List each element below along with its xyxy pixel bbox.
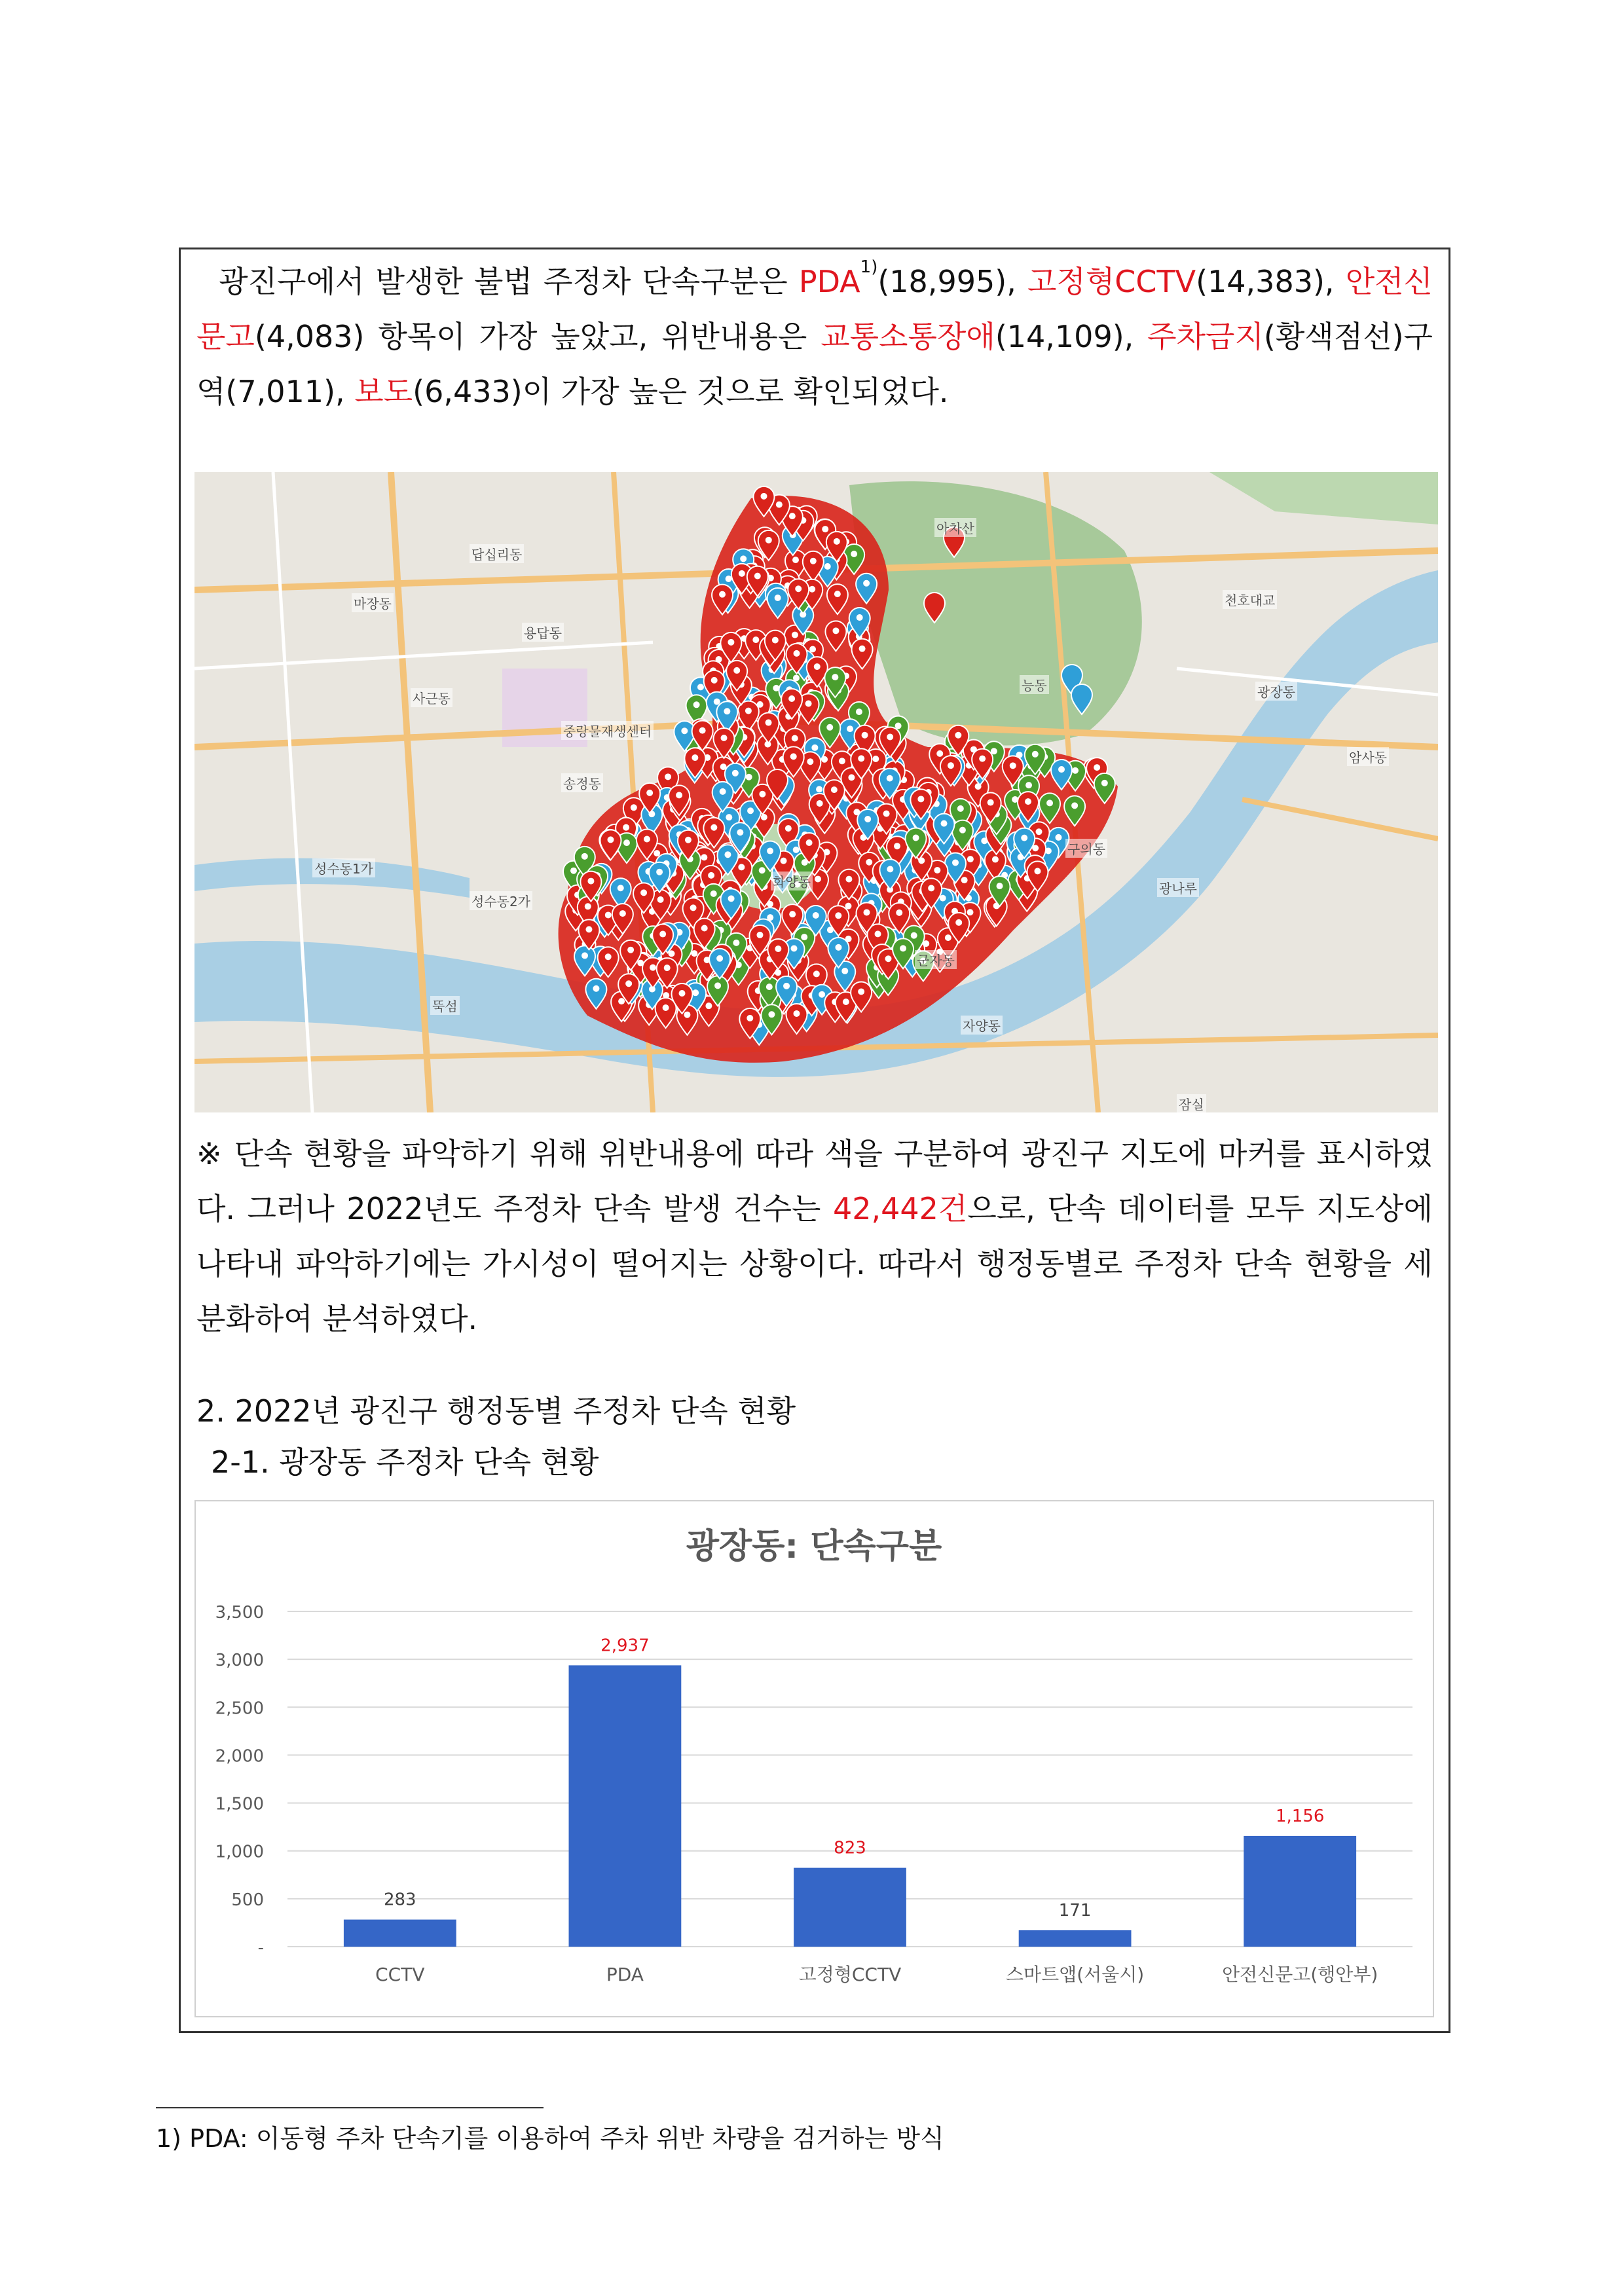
map-marker-dot xyxy=(739,570,745,577)
map-marker-dot xyxy=(625,980,632,987)
y-tick-label: 2,000 xyxy=(215,1746,264,1767)
map-marker-dot xyxy=(618,998,625,1004)
x-category-label: CCTV xyxy=(375,1964,425,1985)
chart-title: 광장동: 단속구분 xyxy=(686,1527,942,1566)
map-place-label: 사근동 xyxy=(411,688,452,707)
map-marker-dot xyxy=(883,811,890,817)
footnote: 1) PDA: 이동형 주차 단속기를 이용하여 주차 위반 차량을 검거하는 방식 xyxy=(156,2124,944,2153)
map-marker-dot xyxy=(623,824,629,831)
map-marker-dot xyxy=(848,774,855,780)
map-marker-dot xyxy=(967,856,974,862)
map-marker-dot xyxy=(936,750,943,757)
map-marker-dot xyxy=(761,814,767,820)
map-marker-dot xyxy=(817,800,823,807)
map-marker-dot xyxy=(685,837,692,843)
y-tick-label: - xyxy=(257,1938,264,1958)
bar-value-label: 171 xyxy=(1058,1900,1092,1920)
map-marker-dot xyxy=(917,796,924,802)
map-place-label: 화양동 xyxy=(771,872,813,890)
map-marker-dot xyxy=(959,827,966,834)
map-place-label: 송정동 xyxy=(561,773,603,792)
map-marker-dot xyxy=(720,788,726,795)
map-place-label: 잠실 xyxy=(1177,1094,1206,1112)
map-marker-dot xyxy=(759,867,766,873)
map-marker-dot xyxy=(961,877,968,883)
map-marker-dot xyxy=(767,848,773,854)
map-marker-dot xyxy=(692,754,698,761)
map-place-label: 아차산 xyxy=(934,518,976,537)
map-marker-dot xyxy=(1025,782,1032,788)
map-marker-dot xyxy=(811,744,818,751)
map-marker-dot xyxy=(570,868,577,874)
map-marker-dot xyxy=(587,878,594,885)
map-marker-dot xyxy=(644,836,650,843)
map-place-label: 답십리동 xyxy=(470,544,524,563)
map-marker-dot xyxy=(740,555,747,562)
map-marker-dot xyxy=(1025,798,1031,805)
map-marker-dot xyxy=(699,727,706,734)
map-marker-dot xyxy=(911,932,917,939)
map-marker-dot xyxy=(822,526,828,532)
map-marker-dot xyxy=(795,585,802,592)
map-marker-dot xyxy=(714,699,720,705)
map-marker-dot xyxy=(728,639,734,646)
map-place-label: 자양동 xyxy=(961,1016,1003,1035)
map-marker-dot xyxy=(747,1015,753,1021)
map-marker-dot xyxy=(726,576,732,582)
map-marker-dot xyxy=(955,919,962,926)
map-marker-dot xyxy=(1034,868,1041,874)
bar xyxy=(1244,1836,1356,1947)
map-marker-dot xyxy=(663,1004,669,1011)
map-marker-dot xyxy=(862,732,868,739)
map-marker-dot xyxy=(714,982,721,989)
map-marker-dot xyxy=(858,755,864,762)
map-marker-dot xyxy=(766,537,772,543)
map-marker-dot xyxy=(887,733,893,740)
subsection-heading: 2-1. 광장동 주정차 단속 현황 xyxy=(211,1444,599,1480)
map-marker-dot xyxy=(711,677,718,684)
map-marker-dot xyxy=(737,829,743,835)
map-marker-dot xyxy=(1032,751,1039,758)
map-marker-dot xyxy=(885,955,891,962)
map-marker-dot xyxy=(858,988,864,995)
map-marker-dot xyxy=(664,964,671,971)
map-marker-dot xyxy=(832,674,838,680)
map-marker-dot xyxy=(726,814,732,820)
map-marker-dot xyxy=(789,911,796,917)
bar-chart-container xyxy=(194,1500,1434,2017)
map-marker-dot xyxy=(1071,802,1078,809)
enforcement-marker-map xyxy=(194,472,1438,1112)
map-marker-dot xyxy=(640,889,647,896)
y-tick-label: 1,000 xyxy=(215,1842,264,1862)
map-marker-dot xyxy=(928,885,934,891)
map-place-label: 중랑물재생센터 xyxy=(561,721,654,740)
map-marker-dot xyxy=(733,940,739,946)
map-marker-dot xyxy=(894,843,900,849)
y-tick-label: 3,500 xyxy=(215,1603,264,1623)
map-marker-dot xyxy=(721,735,728,741)
map-marker-dot xyxy=(745,708,752,714)
map-marker-dot xyxy=(719,591,726,598)
map-marker-dot xyxy=(866,859,872,866)
map-marker-dot xyxy=(834,538,840,545)
map-place-label: 구의동 xyxy=(1065,839,1107,858)
map-marker-dot xyxy=(788,695,795,702)
map-marker-dot xyxy=(701,925,708,931)
map-marker-dot xyxy=(1021,835,1027,841)
map-marker-dot xyxy=(875,930,881,937)
x-category-label: PDA xyxy=(606,1964,644,1985)
map-marker-dot xyxy=(841,968,848,974)
map-marker-dot xyxy=(781,858,787,864)
map-place-label: 뚝섬 xyxy=(430,996,460,1015)
map-marker-dot xyxy=(1055,834,1061,841)
map-marker-dot xyxy=(790,753,797,760)
map-marker-dot xyxy=(618,885,624,891)
map-place-label: 마장동 xyxy=(352,593,394,612)
map-marker-dot xyxy=(710,890,717,897)
x-category-label: 고정형CCTV xyxy=(798,1964,902,1985)
map-marker-dot xyxy=(987,799,994,806)
map-marker-dot xyxy=(783,983,790,989)
map-marker-dot xyxy=(826,724,833,731)
map-marker-dot xyxy=(733,667,740,674)
map-marker-dot xyxy=(724,851,731,858)
map-marker-dot xyxy=(831,786,838,793)
map-marker-dot xyxy=(952,859,959,866)
y-tick-label: 2,500 xyxy=(215,1698,264,1719)
bar-value-label: 1,156 xyxy=(1275,1806,1325,1826)
map-marker-dot xyxy=(834,591,841,597)
map-marker-dot xyxy=(872,756,879,762)
map-marker-dot xyxy=(997,883,1003,889)
map-marker-dot xyxy=(857,614,863,621)
map-place-label: 암사동 xyxy=(1347,747,1389,766)
map-marker-dot xyxy=(759,791,766,798)
map-marker-dot xyxy=(693,701,700,708)
map-marker-dot xyxy=(581,952,588,959)
map-marker-dot xyxy=(650,964,656,971)
map-marker-dot xyxy=(760,493,767,500)
map-marker-dot xyxy=(792,632,798,638)
map-marker-dot xyxy=(657,896,664,903)
map-marker-dot xyxy=(815,875,821,882)
map-marker-dot xyxy=(835,912,841,919)
footnote-rule xyxy=(156,2107,544,2108)
map-marker-dot xyxy=(793,847,800,853)
map-marker-dot xyxy=(607,836,614,843)
map-marker-dot xyxy=(738,864,745,870)
map-marker-dot xyxy=(1010,762,1016,769)
map-marker-dot xyxy=(581,853,588,860)
map-marker-dot xyxy=(708,872,714,879)
map-marker-dot xyxy=(814,663,821,670)
map-place-label: 군자동 xyxy=(915,950,957,969)
map-marker-dot xyxy=(766,983,773,990)
bar xyxy=(569,1665,682,1947)
map-marker-dot xyxy=(692,989,699,996)
map-marker-dot xyxy=(792,557,799,563)
y-tick-label: 500 xyxy=(231,1890,264,1910)
map-marker-dot xyxy=(585,926,592,932)
map-marker-dot xyxy=(948,762,954,769)
y-tick-label: 1,500 xyxy=(215,1794,264,1814)
map-marker-dot xyxy=(775,946,781,952)
map-marker-dot xyxy=(789,513,796,519)
map-marker-dot xyxy=(807,758,813,765)
map-marker-dot xyxy=(772,637,779,644)
map-marker-dot xyxy=(593,985,599,992)
map-marker-dot xyxy=(1036,828,1043,835)
map-marker-dot xyxy=(681,727,688,734)
map-marker-dot xyxy=(746,774,752,780)
map-marker-dot xyxy=(656,869,663,875)
map-marker-dot xyxy=(793,1010,800,1017)
map-marker-dot xyxy=(659,931,666,938)
map-marker-dot xyxy=(900,945,906,951)
bar xyxy=(1019,1930,1132,1947)
map-marker-dot xyxy=(864,816,871,822)
map-marker-dot xyxy=(623,839,630,846)
map-place-label: 능동 xyxy=(1020,675,1049,694)
map-marker-dot xyxy=(801,934,807,940)
map-marker-dot xyxy=(864,909,870,915)
map-marker-dot xyxy=(839,758,845,764)
bar-value-label: 823 xyxy=(834,1838,866,1858)
map-marker-dot xyxy=(791,945,798,951)
map-marker-dot xyxy=(697,684,704,690)
map-marker-dot xyxy=(1072,767,1079,774)
map-marker-dot xyxy=(913,835,919,841)
map-marker-dot xyxy=(631,804,637,811)
map-place-label: 성수동1가 xyxy=(312,858,375,877)
map-marker-dot xyxy=(967,909,973,915)
map-marker-dot xyxy=(805,700,812,707)
map-marker-dot xyxy=(856,708,862,715)
map-marker-dot xyxy=(941,820,948,827)
map-marker-dot xyxy=(690,904,697,911)
map-marker-dot xyxy=(934,867,940,873)
map-marker-dot xyxy=(957,805,964,812)
map-marker-dot xyxy=(766,720,772,726)
map-marker-dot xyxy=(756,932,763,938)
x-category-label: 스마트앱(서울시) xyxy=(1006,1964,1145,1985)
map-place-label: 천호대교 xyxy=(1223,590,1277,609)
map-marker-dot xyxy=(646,790,653,796)
map-marker-dot xyxy=(1101,780,1108,786)
map-marker-dot xyxy=(627,947,634,953)
map-place-label: 광장동 xyxy=(1255,682,1297,701)
chart-y-ticks xyxy=(215,1603,264,1958)
map-marker-dot xyxy=(887,775,893,782)
map-place-label: 성수동2가 xyxy=(470,891,532,910)
map-marker-dot xyxy=(887,866,893,872)
map-marker-dot xyxy=(816,786,822,792)
map-place-label: 광나루 xyxy=(1157,878,1199,897)
map-marker-dot xyxy=(605,953,612,960)
map-marker-dot xyxy=(813,912,819,919)
map-marker-dot xyxy=(679,990,686,997)
map-marker-dot xyxy=(724,708,730,714)
bar xyxy=(344,1920,456,1947)
map-marker-dot xyxy=(945,934,951,941)
map-marker-dot xyxy=(832,627,839,634)
map-marker-dot xyxy=(859,646,866,652)
map-marker-dot xyxy=(851,551,857,557)
map-marker-dot xyxy=(819,991,825,998)
map-marker-dot xyxy=(619,910,626,917)
map-marker-dot xyxy=(665,773,671,780)
map-marker-dot xyxy=(732,770,739,777)
map-marker-dot xyxy=(605,911,612,918)
map-marker-dot xyxy=(824,563,831,570)
map-marker-dot xyxy=(955,732,961,739)
map-marker-dot xyxy=(863,580,870,587)
map-marker-dot xyxy=(728,895,735,902)
section-heading: 2. 2022년 광진구 행정동별 주정차 단속 현황 xyxy=(196,1393,796,1429)
map-marker-dot xyxy=(792,735,798,742)
bar xyxy=(794,1868,906,1947)
chart-x-labels xyxy=(375,1964,1378,1985)
map-marker-dot xyxy=(843,999,849,1005)
map-marker-dot xyxy=(752,636,759,643)
map-marker-dot xyxy=(847,725,853,732)
bar-chart xyxy=(196,1501,1433,2016)
map-marker-dot xyxy=(585,903,591,909)
map-marker-dot xyxy=(1094,764,1100,771)
map-marker-dot xyxy=(676,792,682,798)
map-marker-dot xyxy=(992,856,999,863)
map-marker-dot xyxy=(754,573,761,579)
bar-value-label: 283 xyxy=(383,1890,416,1910)
map-marker-dot xyxy=(705,1002,712,1009)
map-marker-dot xyxy=(896,909,902,916)
map-marker-dot xyxy=(716,955,723,962)
x-category-label: 안전신문고(행안부) xyxy=(1222,1964,1378,1985)
map-marker-dot xyxy=(979,756,986,762)
map-marker-dot xyxy=(747,807,754,814)
map-marker-dot xyxy=(701,854,707,860)
map-marker-dot xyxy=(835,944,841,951)
map-marker-dot xyxy=(810,558,817,564)
summary-paragraph: 광진구에서 발생한 불법 주정차 단속구분은 PDA$^{1)}$(18,995), 고정형CCTV(14,383), 안전신문고(4,083) 항목이 가장 높았고, 위반내용은 교통소통장애(14,109), 주차금지(황색점선)구역(7,011), 보도(6,433)이 가장 높은 것으로 확인되었다. xyxy=(196,257,1433,409)
bar-value-label: 2,937 xyxy=(600,1636,650,1656)
map-marker-dot xyxy=(806,839,813,846)
map-marker-dot xyxy=(845,876,852,883)
y-tick-label: 3,000 xyxy=(215,1651,264,1671)
note-paragraph: ※ 단속 현황을 파악하기 위해 위반내용에 따라 색을 구분하여 광진구 지도에 마커를 표시하였다. 그러나 2022년도 주정차 단속 발생 건수는 42,442건으로, 단속 데이터를 모두 지도상에 나타내 파악하기에는 가시성이 떨어지는 상황이다. 따라서 행정동별로 주정차 단속 현황을 세분화하여 분석하였다. xyxy=(196,1136,1433,1336)
map-marker-dot xyxy=(776,502,783,508)
map-marker-dot xyxy=(654,850,660,856)
map-marker-dot xyxy=(775,595,781,601)
map-marker-dot xyxy=(809,586,815,593)
map-marker-dot xyxy=(768,1011,775,1018)
map-marker-dot xyxy=(1046,799,1053,806)
map-marker-dot xyxy=(1058,766,1065,773)
map-marker-dot xyxy=(684,1012,690,1018)
map-place-label: 용답동 xyxy=(522,623,564,642)
map-marker-dot xyxy=(785,825,792,832)
map-marker-dot xyxy=(710,824,717,831)
map-marker-dot xyxy=(813,970,820,977)
map-marker-dot xyxy=(794,650,800,657)
